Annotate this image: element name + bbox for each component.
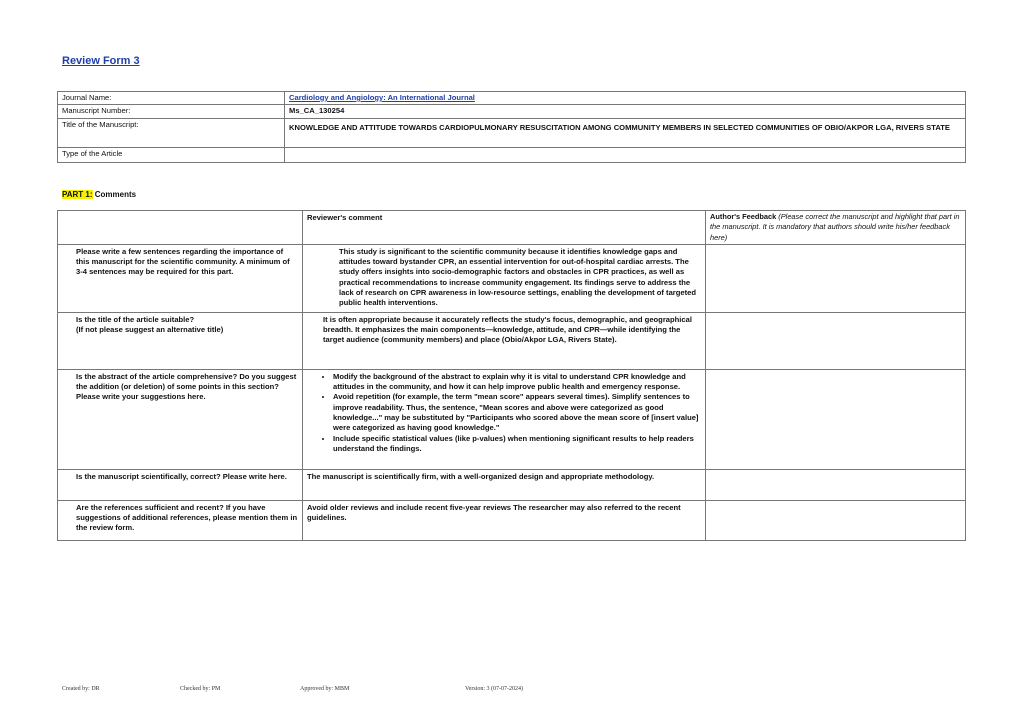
reviewer-comment: Avoid older reviews and include recent five-year reviews The researcher may also referred to the recent guidelines. [303,500,706,540]
question: Are the references sufficient and recent? If you have suggestions of additional references, please mention them in the review form. [58,500,303,540]
manuscript-title-value: KNOWLEDGE AND ATTITUDE TOWARDS CARDIOPULMONARY RESUSCITATION AMONG COMMUNITY MEMBERS IN SELECTED COMMUNITIES OF OBIO/AKPOR LGA, RIVERS STATE [285,118,966,147]
table-row [58,244,966,312]
suggestion-list [307,372,701,454]
question: Is the manuscript scientifically, correct? Please write here. [58,469,303,500]
part-heading [62,190,136,199]
reviewer-comment: It is often appropriate because it accurately reflects the study's focus, demographic, and geographical breadth. It emphasizes the main components—knowledge, attitude, and CPR—while identifying the target audience (community members) and place (Obio/Akpor LGA, Rivers State). [303,312,706,369]
question: Please write a few sentences regarding the importance of this manuscript for the scientific community. A minimum of 3-4 sentences may be required for this part. [58,244,303,312]
reviewer-comment: This study is significant to the scientific community because it identifies knowledge gaps and attitudes toward bystander CPR, an essential intervention for out-of-hospital cardiac arrests. The study offers insights into socio-demographic factors and obstacles in CPR practices, as well as practical recommendations to increase community engagement. Its findings serve to address the lack of research on CPR awareness in low-resource settings, enabling the development of targeted public health interventions. [303,244,706,312]
author-feedback-cell[interactable] [706,312,966,369]
table-row [58,500,966,540]
part-title: Comments [92,190,137,199]
author-feedback-note: (Please correct the manuscript and highlight that part in the manuscript. It is mandatory that authors should write his/her feedback here) [710,212,960,242]
author-feedback-cell[interactable] [706,469,966,500]
manuscript-title-label: Title of the Manuscript: [58,118,285,147]
manuscript-info-table [57,91,966,163]
footer-created: Created by: DR [62,686,100,692]
article-type-label: Type of the Article [58,147,285,162]
suggestion-item: • Include specific statistical values (like p-values) when mentioning significant results to help readers understand the findings. [333,434,701,455]
footer-approved: Approved by: MBM [300,686,350,692]
table-row [58,469,966,500]
question: Is the title of the article suitable? (If not please suggest an alternative title) [58,312,303,369]
comments-table [57,210,966,541]
footer-checked: Checked by: PM [180,686,221,692]
journal-link[interactable]: Cardiology and Angiology: An International Journal [289,93,475,102]
question: Is the abstract of the article comprehensive? Do you suggest the addition (or deletion) of some points in this section? Please write your suggestions here. [58,369,303,469]
reviewer-comment: The manuscript is scientifically firm, with a well-organized design and appropriate methodology. [303,469,706,500]
reviewer-comment [303,369,706,469]
header-author-feedback [706,211,966,245]
header-reviewer-comment: Reviewer's comment [303,211,706,245]
manuscript-number-value: Ms_CA_130254 [285,105,966,118]
suggestion-item: • Modify the background of the abstract to explain why it is vital to understand CPR knowledge and attitudes in the community, and how it can help improve public health and emergency response. [333,372,701,393]
form-title: Review Form 3 [62,55,140,67]
manuscript-number-label: Manuscript Number: [58,105,285,118]
table-row [58,369,966,469]
header-empty [58,211,303,245]
footer-version: Version: 3 (07-07-2024) [465,686,523,692]
author-feedback-label: Author's Feedback [710,212,777,221]
part-label: PART 1: [62,190,93,199]
author-feedback-cell[interactable] [706,500,966,540]
journal-label: Journal Name: [58,92,285,105]
table-row [58,312,966,369]
suggestion-item: • Avoid repetition (for example, the term "mean score" appears several times). Simplify sentences to improve readability. Thus, the sentence, "Mean scores and above were categorized as good knowledge..." may be substituted by "Participants who scored above the mean score of [insert value] were categorized as having good knowledge." [333,392,701,433]
author-feedback-cell[interactable] [706,244,966,312]
article-type-value [285,147,966,162]
author-feedback-cell[interactable] [706,369,966,469]
